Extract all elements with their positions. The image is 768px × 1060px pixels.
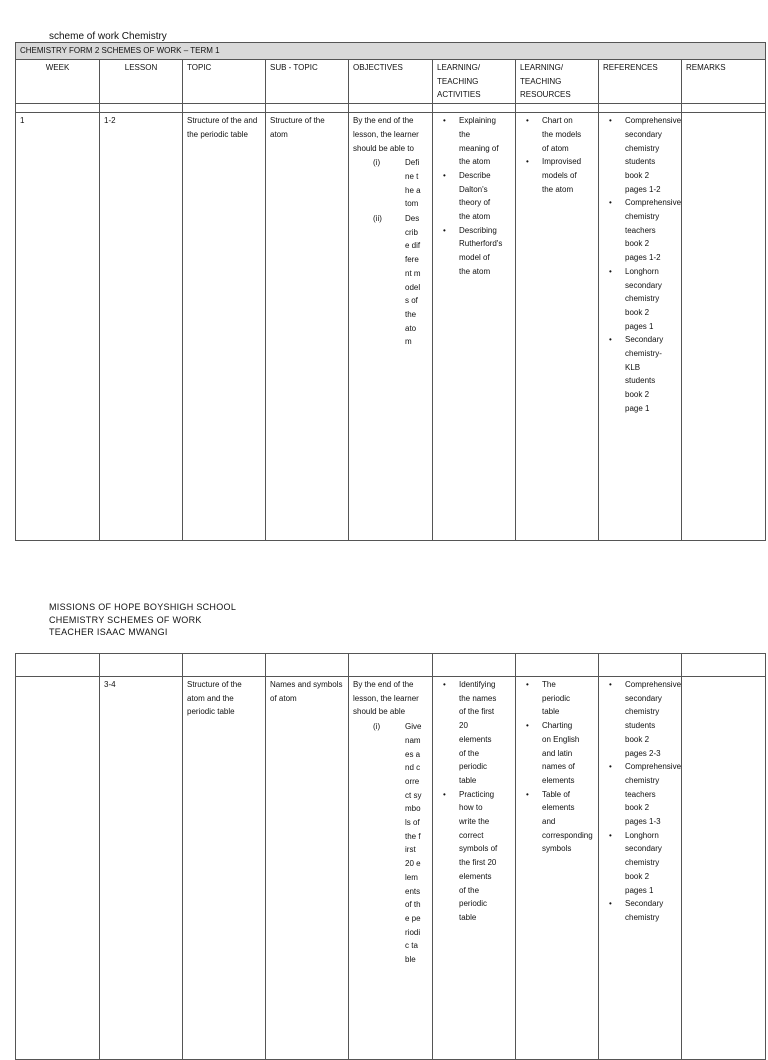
- table-title: CHEMISTRY FORM 2 SCHEMES OF WORK – TERM 1: [16, 43, 766, 60]
- school-name: MISSIONS OF HOPE BOYSHIGH SCHOOL: [49, 602, 237, 612]
- subject-name: CHEMISTRY SCHEMES OF WORK: [49, 614, 202, 625]
- objective-text: Describe different models of the atom: [405, 214, 421, 347]
- cell-topic: Structure of the and the periodic table: [183, 113, 266, 541]
- list-item: • Longhorn secondary chemistry book 2 pages 1: [603, 265, 677, 334]
- teacher-name: TEACHER ISAAC MWANGI: [49, 627, 168, 637]
- list-item: • Describing Rutherford's model of the atom: [437, 224, 511, 279]
- cell-remarks: [682, 113, 766, 541]
- list-item: • Describe Dalton's theory of the atom: [437, 169, 511, 224]
- objective-number: (i): [373, 722, 381, 732]
- header-remarks: REMARKS: [682, 60, 766, 104]
- header-resources: LEARNING/ TEACHING RESOURCES: [516, 60, 599, 104]
- objective-item: [353, 720, 428, 967]
- cell-resources: [516, 677, 599, 1060]
- list-item: • Explaining the meaning of the atom: [437, 114, 511, 169]
- cell-references: [599, 113, 682, 541]
- header-lesson: LESSON: [100, 60, 183, 104]
- cell-subtopic: Structure of the atom: [266, 113, 349, 541]
- cell-activities: [433, 677, 516, 1060]
- header-subtopic: SUB - TOPIC: [266, 60, 349, 104]
- objectives-intro: By the end of the lesson, the learner should be able: [353, 680, 419, 717]
- objective-number: (i): [373, 158, 381, 168]
- list-item: • Comprehensive chemistry teachers book 2 pages 1-2: [603, 196, 677, 265]
- header-week: WEEK: [16, 60, 100, 104]
- cell-activities: [433, 113, 516, 541]
- cell-objectives: [349, 113, 433, 541]
- document-title: scheme of work Chemistry: [49, 31, 167, 42]
- cell-objectives: [349, 677, 433, 1060]
- list-item: • Comprehensive secondary chemistry students book 2 pages 1-2: [603, 114, 677, 196]
- list-item: • Practicing how to write the correct symbols of the first 20 elements of the periodic table: [437, 788, 511, 925]
- cell-week: [16, 677, 100, 1060]
- list-item: • Comprehensive secondary chemistry students book 2 pages 2-3: [603, 678, 677, 760]
- list-item: • Longhorn secondary chemistry book 2 pages 1: [603, 829, 677, 898]
- list-item: • Secondary chemistry- KLB students book 2 page 1: [603, 333, 677, 415]
- objective-item: [353, 156, 428, 211]
- cell-lesson: 1-2: [100, 113, 183, 541]
- cell-week: 1: [16, 113, 100, 541]
- list-item: • Table of elements and corresponding symbols: [520, 788, 594, 857]
- objective-item: [353, 212, 428, 349]
- scheme-table-term1: [15, 42, 766, 541]
- objective-text: Give names and correct symbols of the first 20 elements of the periodic table: [405, 722, 422, 965]
- table-row: [16, 113, 766, 541]
- objective-number: (ii): [373, 214, 382, 224]
- school-header: [49, 601, 236, 639]
- header-references: REFERENCES: [599, 60, 682, 104]
- objective-text: Define the atom: [405, 158, 421, 209]
- cell-topic: Structure of the atom and the periodic table: [183, 677, 266, 1060]
- list-item: • Charting on English and latin names of elements: [520, 719, 594, 788]
- list-item: • Secondary chemistry: [603, 897, 677, 924]
- cell-references: [599, 677, 682, 1060]
- objectives-intro: By the end of the lesson, the learner should be able to: [353, 116, 419, 153]
- header-objectives: OBJECTIVES: [349, 60, 433, 104]
- list-item: • Improvised models of the atom: [520, 155, 594, 196]
- list-item: • The periodic table: [520, 678, 594, 719]
- table-row: [16, 677, 766, 1060]
- cell-resources: [516, 113, 599, 541]
- list-item: • Identifying the names of the first 20 elements of the periodic table: [437, 678, 511, 788]
- list-item: • Comprehensive chemistry teachers book 2 pages 1-3: [603, 760, 677, 829]
- scheme-table-lesson-3-4: [15, 653, 766, 1060]
- list-item: • Chart on the models of atom: [520, 114, 594, 155]
- cell-subtopic: Names and symbols of atom: [266, 677, 349, 1060]
- cell-remarks: [682, 677, 766, 1060]
- header-activities: LEARNING/ TEACHING ACTIVITIES: [433, 60, 516, 104]
- header-topic: TOPIC: [183, 60, 266, 104]
- cell-lesson: 3-4: [100, 677, 183, 1060]
